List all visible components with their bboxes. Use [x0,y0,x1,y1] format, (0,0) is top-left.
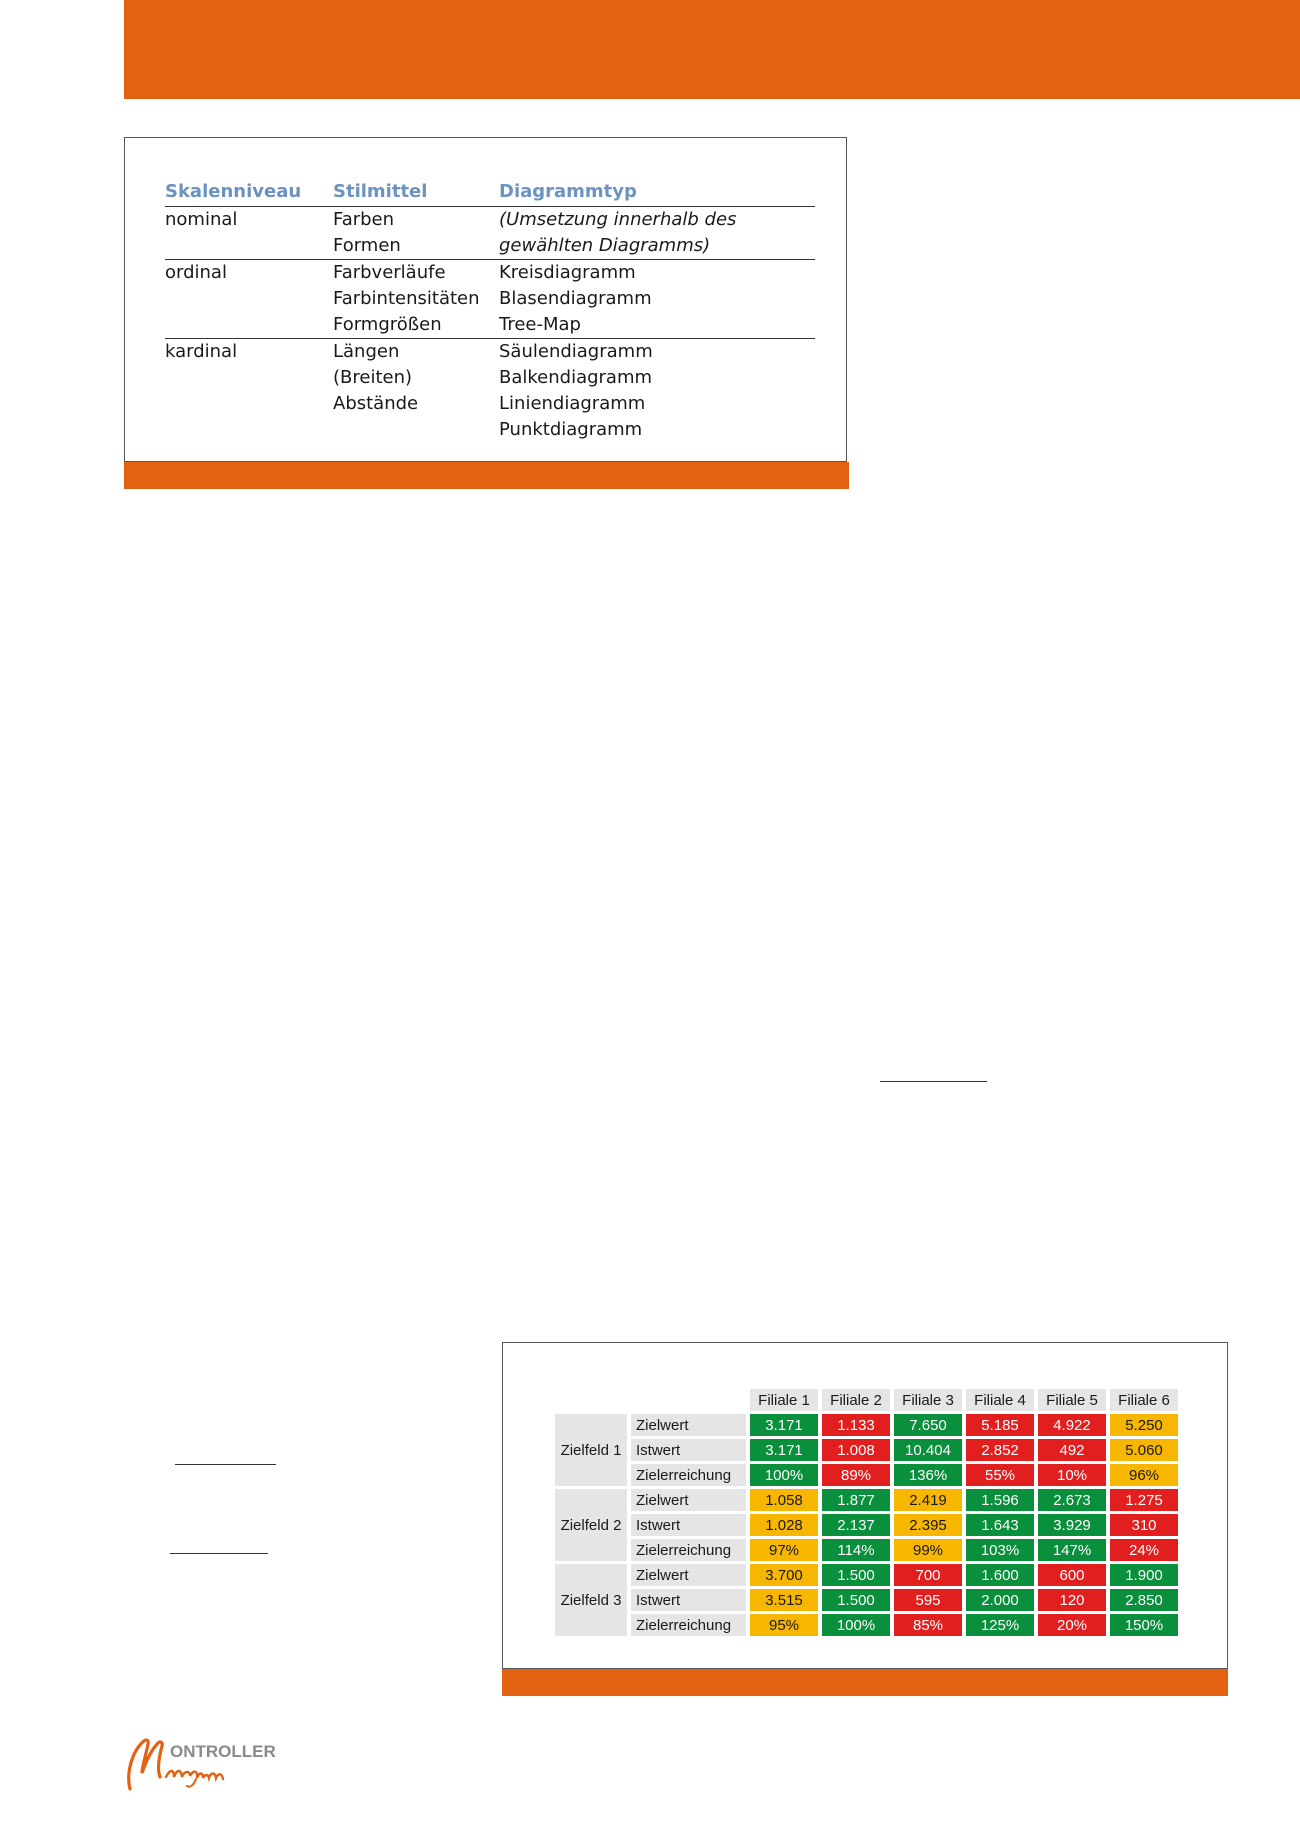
style-means-cell: Farben [333,209,395,230]
value-cell: 3.171 [750,1414,818,1436]
value-cell: 600 [1038,1564,1106,1586]
table-row [555,1489,1178,1511]
target-field-label: Zielfeld 3 [555,1564,627,1636]
target-field-label: Zielfeld 2 [555,1489,627,1561]
metric-label: Istwert [631,1589,746,1611]
metric-label: Zielerreichung [631,1464,746,1486]
value-cell: 10.404 [894,1439,962,1461]
value-cell: 700 [894,1564,962,1586]
table-row [555,1464,1178,1486]
value-cell: 3.515 [750,1589,818,1611]
table-row [165,260,815,287]
value-cell: 1.600 [966,1564,1034,1586]
value-cell: 114% [822,1539,890,1561]
metric-label: Zielerreichung [631,1539,746,1561]
chart-type-cell: (Umsetzung innerhalb des [499,209,737,230]
branch-header: Filiale 1 [750,1389,818,1411]
metric-label: Zielwert [631,1564,746,1586]
table-row [165,207,815,234]
value-cell: 1.008 [822,1439,890,1461]
scale-level-table [165,178,815,443]
value-cell: 10% [1038,1464,1106,1486]
chart-type-cell: Säulendiagramm [499,339,815,366]
value-cell: 1.058 [750,1489,818,1511]
value-cell: 3.171 [750,1439,818,1461]
footnote-rule [175,1464,276,1465]
figure-bar [124,462,849,489]
value-cell: 99% [894,1539,962,1561]
value-cell: 595 [894,1589,962,1611]
style-means-cell: Abstände [333,393,419,414]
header-chart-type: Diagrammtyp [499,178,815,207]
table-row [165,233,815,260]
controller-magazin-logo [122,1733,282,1793]
target-field-label: Zielfeld 1 [555,1414,627,1486]
value-cell: 2.673 [1038,1489,1106,1511]
table-row [555,1514,1178,1536]
value-cell: 85% [894,1614,962,1636]
value-cell: 492 [1038,1439,1106,1461]
value-cell: 5.250 [1110,1414,1178,1436]
scale-level-kardinal: kardinal [165,339,333,366]
chart-type-cell: Kreisdiagramm [499,260,815,287]
target-achievement-figure [502,1342,1228,1669]
value-cell: 5.060 [1110,1439,1178,1461]
value-cell: 310 [1110,1514,1178,1536]
table-row [165,417,815,443]
style-means-cell: Formgrößen [333,314,442,335]
value-cell: 147% [1038,1539,1106,1561]
value-cell: 55% [966,1464,1034,1486]
table-row [555,1439,1178,1461]
scale-level-ordinal: ordinal [165,260,333,287]
table-row [165,286,815,312]
scale-level-nominal: nominal [165,209,238,230]
value-cell: 89% [822,1464,890,1486]
chart-type-cell: Tree-Map [499,314,581,335]
value-cell: 1.133 [822,1414,890,1436]
value-cell: 97% [750,1539,818,1561]
chart-type-cell: gewählten Diagramms) [499,235,711,256]
scale-level-figure [124,137,847,462]
chart-type-cell: Balkendiagramm [499,367,653,388]
value-cell: 20% [1038,1614,1106,1636]
chart-type-cell: Liniendiagramm [499,393,646,414]
table-row [165,365,815,391]
value-cell: 95% [750,1614,818,1636]
value-cell: 1.500 [822,1564,890,1586]
metric-label: Zielerreichung [631,1614,746,1636]
branch-header: Filiale 6 [1110,1389,1178,1411]
footnote-rule [880,1081,987,1082]
value-cell: 1.877 [822,1489,890,1511]
branch-header: Filiale 5 [1038,1389,1106,1411]
value-cell: 7.650 [894,1414,962,1436]
table-row [555,1414,1178,1436]
table-row [555,1539,1178,1561]
value-cell: 1.028 [750,1514,818,1536]
metric-label: Istwert [631,1439,746,1461]
metric-label: Zielwert [631,1414,746,1436]
value-cell: 1.275 [1110,1489,1178,1511]
value-cell: 2.000 [966,1589,1034,1611]
value-cell: 3.929 [1038,1514,1106,1536]
value-cell: 1.900 [1110,1564,1178,1586]
value-cell: 120 [1038,1589,1106,1611]
table-row [555,1564,1178,1586]
style-means-cell: Farbverläufe [333,260,499,287]
table-row [165,391,815,417]
metric-label: Istwert [631,1514,746,1536]
value-cell: 2.852 [966,1439,1034,1461]
value-cell: 4.922 [1038,1414,1106,1436]
header-scale-level: Skalenniveau [165,178,333,207]
style-means-cell: Formen [333,235,401,256]
branch-header: Filiale 2 [822,1389,890,1411]
branch-header: Filiale 4 [966,1389,1034,1411]
chart-type-cell: Punktdiagramm [499,419,643,440]
style-means-cell: Farbintensitäten [333,288,480,309]
value-cell: 1.643 [966,1514,1034,1536]
table-row [555,1614,1178,1636]
value-cell: 103% [966,1539,1034,1561]
value-cell: 1.500 [822,1589,890,1611]
style-means-cell [333,417,499,443]
figure-bar [502,1669,1228,1696]
svg-text:ONTROLLER: ONTROLLER [170,1742,276,1761]
chart-type-cell: Blasendiagramm [499,288,652,309]
value-cell: 1.596 [966,1489,1034,1511]
value-cell: 2.419 [894,1489,962,1511]
table-row [555,1589,1178,1611]
value-cell: 96% [1110,1464,1178,1486]
value-cell: 100% [822,1614,890,1636]
value-cell: 2.137 [822,1514,890,1536]
header-style-means: Stilmittel [333,178,499,207]
value-cell: 2.395 [894,1514,962,1536]
value-cell: 3.700 [750,1564,818,1586]
table-row [165,339,815,366]
style-means-cell: (Breiten) [333,367,413,388]
footnote-rule [170,1553,268,1554]
value-cell: 2.850 [1110,1589,1178,1611]
header-bar [124,0,1300,99]
value-cell: 5.185 [966,1414,1034,1436]
branch-header: Filiale 3 [894,1389,962,1411]
value-cell: 24% [1110,1539,1178,1561]
value-cell: 100% [750,1464,818,1486]
value-cell: 150% [1110,1614,1178,1636]
table-header-row [555,1389,1178,1411]
metric-label: Zielwert [631,1489,746,1511]
table-row [165,312,815,339]
value-cell: 136% [894,1464,962,1486]
value-cell: 125% [966,1614,1034,1636]
style-means-cell: Längen [333,339,499,366]
target-achievement-table [551,1386,1182,1639]
